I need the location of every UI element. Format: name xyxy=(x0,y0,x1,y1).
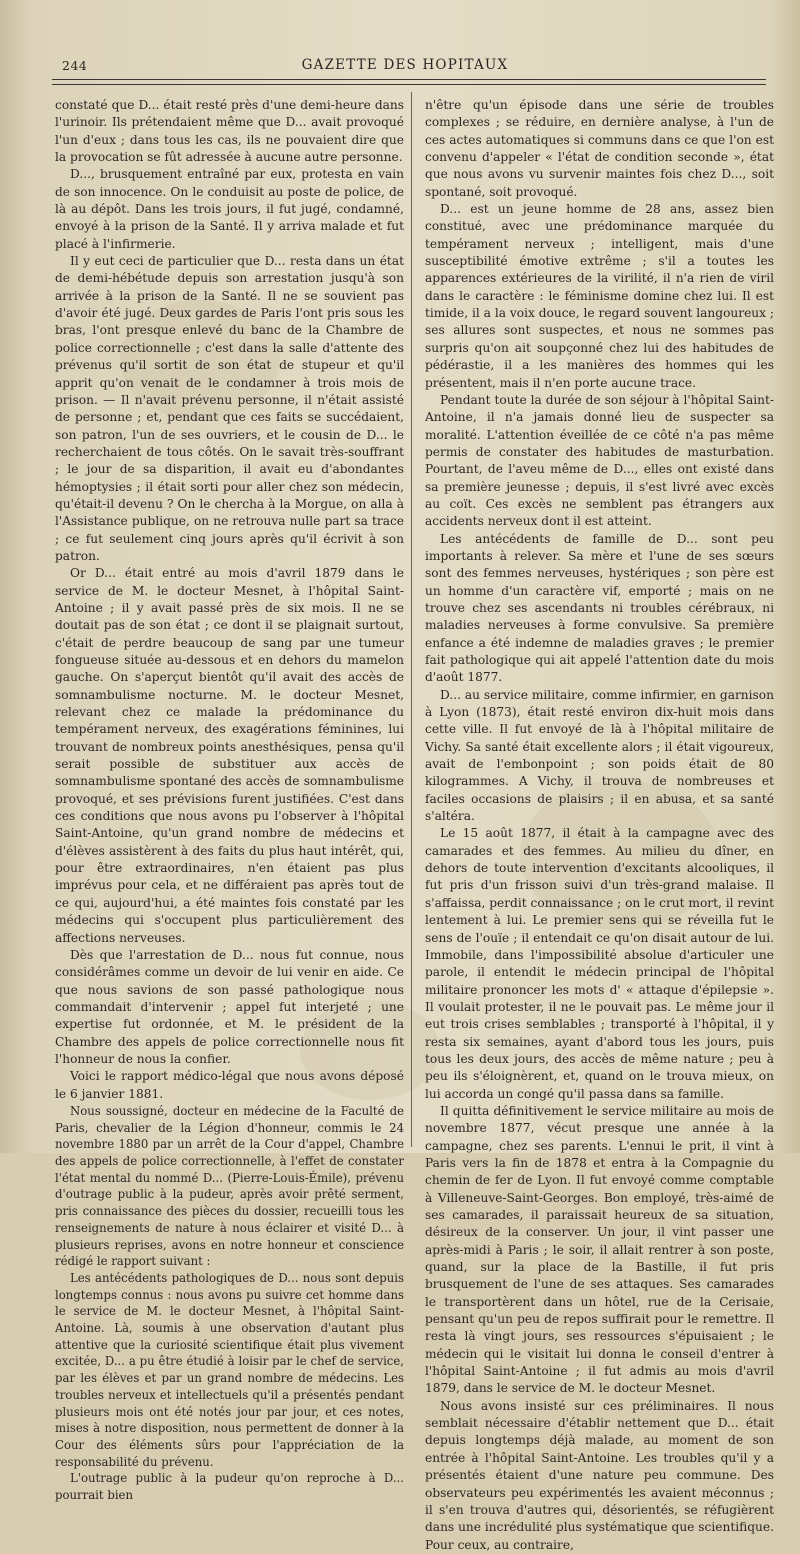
page-header xyxy=(44,56,766,78)
paragraph: D... est un jeune homme de 28 ans, assez bien constitué, avec une prédominance marquée du tempérament nerveux ; intelligent, mais d'une susceptibilité émotive extrême ; s'il a toutes les apparences extérieures de la virilité, il n'a rien de viril dans le caractère : le féminisme domine chez lui. Il est timide, il a la voix douce, le regard souvent langoureux ; ses allures sont suspectes, et nous ne sommes pas surpris qu'on ait soupçonné chez lui des habitudes de pédérastie, il a les manières des hommes qui les présentent, mais il n'en porte aucune trace. xyxy=(425,202,774,390)
report-paragraph: Nous soussigné, docteur en médecine de la Faculté de Paris, chevalier de la Légion d'honneur, commis le 24 novembre 1880 par un arrêt de la Cour d'appel, Chambre des appels de police correctionnelle, à l'effet de constater l'état mental du nommé D... (Pierre-Louis-Émile), prévenu d'outrage public à la pudeur, après avoir prêté serment, pris connaissance des pièces du dossier, recueilli tous les renseignements de nature à nous éclairer et visité D... à plusieurs reprises, avons en notre honneur et conscience rédigé le rapport suivant : xyxy=(55,1103,404,1269)
report-paragraph: Les antécédents pathologiques de D... nous sont depuis longtemps connus : nous avons pu suivre cet homme dans le service de M. le docteur Mesnet, à l'hôpital Saint-Antoine. Là, soumis à une observation d'autant plus attentive que la curiosité scientifique était plus vivement excitée, D... a pu être étudié à loisir par le chef de service, par les élèves et par un grand nombre de médecins. Les troubles nerveux et intellectuels qu'il a présentés pendant plusieurs mois ont été notés jour par jour, et ces notes, mises à notre disposition, nous permettent de donner à la Cour des éléments sûrs pour l'appréciation de la responsabilité du prévenu. xyxy=(55,1270,404,1469)
journal-title: GAZETTE DES HOPITAUX xyxy=(301,57,509,73)
paragraph: n'être qu'un épisode dans une série de troubles complexes ; se réduire, en dernière analyse, à l'un de ces actes automatiques si communs dans ce que l'on est convenu d'appeler « l'état de condition seconde », état que nous avons vu survenir maintes fois chez D..., soit spontané, soit provoqué. xyxy=(425,98,774,199)
right-column xyxy=(425,97,774,1554)
paragraph: Dès que l'arrestation de D... nous fut connue, nous considérâmes comme un devoir de lui venir en aide. Ce que nous savions de son passé pathologique nous commandait d'intervenir ; appel fut interjeté ; une expertise fut ordonnée, et M. le président de la Chambre des appels de police correctionnelle nous fit l'honneur de nous la confier. xyxy=(55,947,404,1066)
paragraph: Les antécédents de famille de D... sont peu importants à relever. Sa mère et l'une de ses sœurs sont des femmes nerveuses, hystériques ; son père est un homme d'un caractère vif, emporté ; mais on ne trouve chez ses ascendants ni troubles cérébraux, ni maladies nerveuses à forme convulsive. Sa première enfance a été indemne de maladies graves ; le premier fait pathologique qui ait appelé l'attention date du mois d'août 1877. xyxy=(425,531,774,685)
header-rule xyxy=(52,79,766,80)
paragraph: Il quitta définitivement le service militaire au mois de novembre 1877, vécut presque une année à la campagne, chez ses parents. L'ennui le prit, il vint à Paris vers la fin de 1878 et entra à la Compagnie du chemin de fer de Lyon. Il fut envoyé comme comptable à Villeneuve-Saint-Georges. Bon employé, très-aimé de ses camarades, il paraissait heureux de sa situation, désireux de la conserver. Un jour, il vint passer une après-midi à Paris ; le soir, il allait rentrer à son poste, quand, sur la place de la Bastille, il fut pris brusquement de l'une de ses attaques. Ses camarades le transportèrent dans un hôtel, rue de la Cerisaie, pensant qu'un peu de repos suffirait pour le remettre. Il resta là vingt jours, ses ressources s'épuisaient ; le médecin qui le visitait lui donna le conseil d'entrer à l'hôpital Saint-Antoine ; il fut admis au mois d'avril 1879, dans le service de M. le docteur Mesnet. xyxy=(425,1103,774,1396)
paragraph: Voici le rapport médico-légal que nous avons déposé le 6 janvier 1881. xyxy=(55,1069,404,1101)
paragraph: Il y eut ceci de particulier que D... resta dans un état de demi-hébétude depuis son arrestation jusqu'à son arrivée à la prison de la Santé. Il ne se souvient pas d'avoir été jugé. Deux gardes de Paris l'ont pris sous les bras, l'ont presque enlevé du banc de la Chambre de police correctionnelle ; c'est dans la salle d'attente des prévenus qu'il sortit de son état de stupeur et qu'il apprit qu'on venait de le condamner à trois mois de prison. — Il n'avait prévenu personne, il n'était assisté de personne ; et, pendant que ces faits se succédaient, son patron, l'un de ses ouvriers, et le cousin de D... le recherchaient de tous côtés. On le savait très-souffrant ; le jour de sa disparition, il avait eu d'abondantes hémoptysies ; il était sorti pour aller chez son médecin, qu'était-il devenu ? On le chercha à la Morgue, on alla à l'Assistance publique, on ne retrouva nulle part sa trace ; ce fut seulement cinq jours après qu'il écrivit à son patron. xyxy=(55,254,404,563)
paragraph: Or D... était entré au mois d'avril 1879 dans le service de M. le docteur Mesnet, à l'hôpital Saint-Antoine ; il y avait passé près de six mois. Il ne se doutait pas de son état ; ce dont il se plaignait surtout, c'était de perdre beaucoup de sang par une tumeur fongueuse située au-dessous et en dehors du mamelon gauche. On s'aperçut bientôt qu'il avait des accès de somnambulisme nocturne. M. le docteur Mesnet, relevant chez ce malade la prédominance du tempérament nerveux, des exagérations féminines, lui trouvant de nombreux points anesthésiques, pensa qu'il serait possible de substituer aux accès de somnambulisme spontané des accès de somnambulisme provoqué, et ses prévisions furent justifiées. C'est dans ces conditions que nous avons pu l'observer à l'hôpital Saint-Antoine, qu'un grand nombre de médecins et d'élèves assistèrent à des faits du plus haut intérêt, qui, pour être extraordinaires, n'en étaient pas plus imprévus pour cela, et ne différaient pas après tout de ce qui, aujourd'hui, a été maintes fois constaté par les médecins qui s'occupent plus particulièrement des affections nerveuses. xyxy=(55,566,404,945)
paragraph: constaté que D... était resté près d'une demi-heure dans l'urinoir. Ils prétendaient même que D... avait provoqué l'un d'eux ; dans tous les cas, ils ne pouvaient dire que la provocation se fût adressée à aucune autre personne. xyxy=(55,98,404,165)
paragraph: D..., brusquement entraîné par eux, protesta en vain de son innocence. On le conduisit au poste de police, de là au dépôt. Dans les trois jours, il fut jugé, condamné, envoyé à la prison de la Santé. Il y arriva malade et fut placé à l'infirmerie. xyxy=(55,167,404,251)
page-number: 244 xyxy=(62,58,88,73)
header-rule-thin xyxy=(52,84,766,85)
paragraph: Pendant toute la durée de son séjour à l'hôpital Saint-Antoine, il n'a jamais donné lieu de suspecter sa moralité. L'attention éveillée de ce côté n'a pas même permis de constater des habitudes de masturbation. Pourtant, de l'aveu même de D..., elles ont existé dans sa première jeunesse ; depuis, il s'est livré avec excès au coït. Ces excès ne semblent pas étrangers aux accidents nerveux dont il est atteint. xyxy=(425,392,774,529)
column-divider xyxy=(411,92,412,1147)
paragraph: Le 15 août 1877, il était à la campagne avec des camarades et des femmes. Au milieu du dîner, en dehors de toute intervention d'excitants alcooliques, il fut pris d'un frisson suivi d'un très-grand malaise. Il s'affaissa, perdit connaissance ; on le crut mort, il revint lentement à lui. Le premier sens qui se réveilla fut le sens de l'ouïe ; il entendait ce qu'on disait autour de lui. Immobile, dans l'impossibilité absolue d'articuler une parole, il entendit le médecin principal de l'hôpital militaire prononcer les mots d' « attaque d'épilepsie ». Il voulait protester, il ne le pouvait pas. Le même jour il eut trois crises semblables ; transporté à l'hôpital, il y resta six semaines, ayant d'abord tous les jours, puis tous les deux jours, des accès de même nature ; peu à peu ils s'éloignèrent, et, quand on le trouva mieux, on lui accorda un congé qu'il passa dans sa famille. xyxy=(425,826,774,1101)
left-column xyxy=(55,97,404,1504)
report-paragraph: L'outrage public à la pudeur qu'on reproche à D... pourrait bien xyxy=(55,1471,404,1503)
paragraph: D... au service militaire, comme infirmier, en garnison à Lyon (1873), était resté environ dix-huit mois dans cette ville. Il fut envoyé de là à l'hôpital militaire de Vichy. Sa santé était excellente alors ; il était vigoureux, avait de l'embonpoint ; son poids était de 80 kilogrammes. A Vichy, il trouva de nombreuses et faciles occasions de plaisirs ; il en abusa, et sa santé s'altéra. xyxy=(425,687,774,824)
paragraph: Nous avons insisté sur ces préliminaires. Il nous semblait nécessaire d'établir nettement que D... était depuis longtemps déjà malade, au moment de son entrée à l'hôpital Saint-Antoine. Les troubles qu'il y a présentés étaient d'une nature peu commune. Des observateurs peu expérimentés les avaient méconnus ; il s'en trouva d'autres qui, désorientés, se réfugièrent dans une incrédulité plus systématique que scientifique. Pour ceux, au contraire, xyxy=(425,1398,774,1552)
